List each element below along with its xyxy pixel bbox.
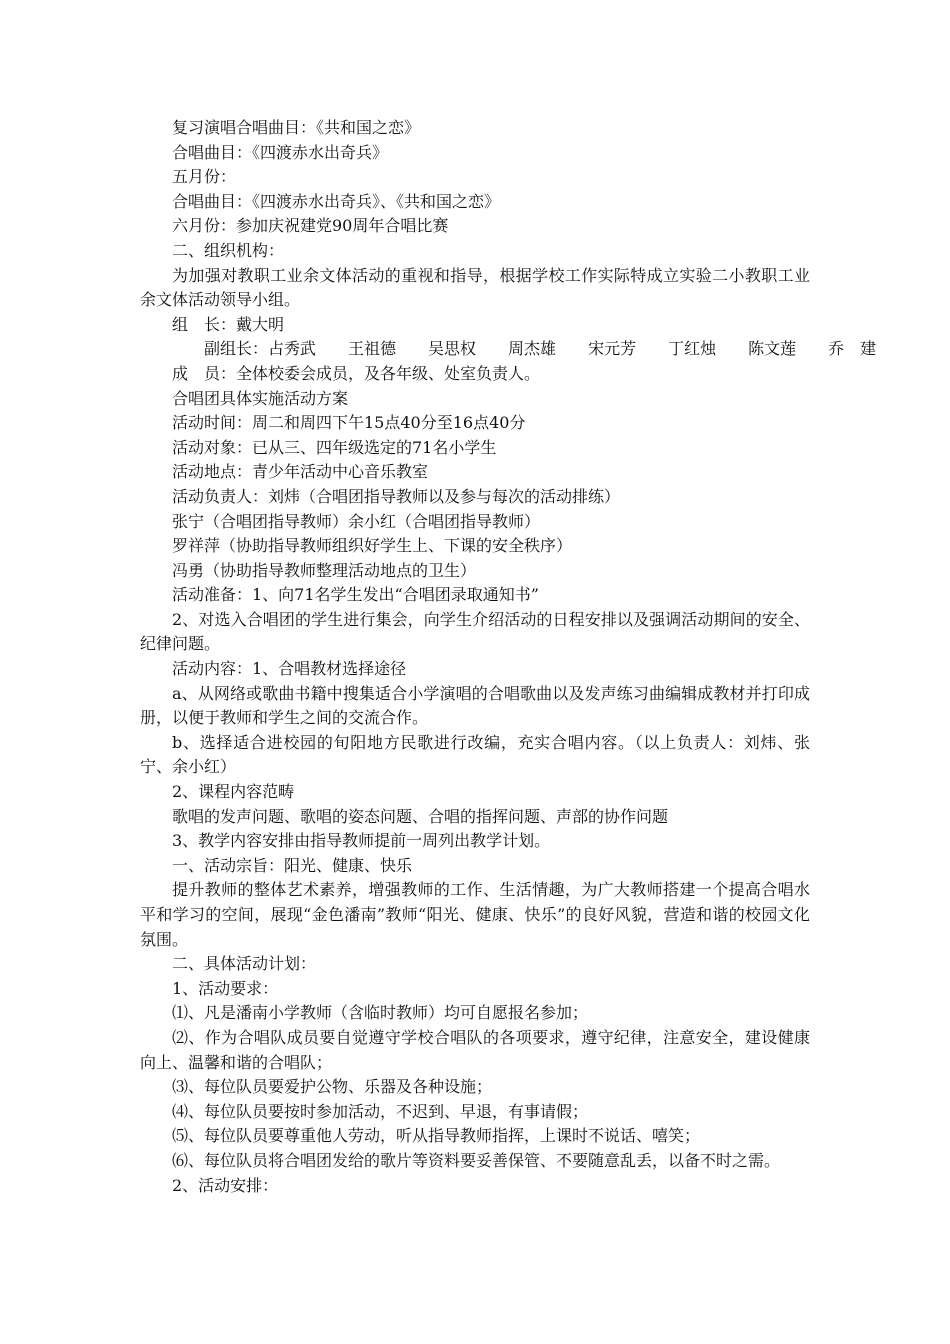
document-body-top xyxy=(140,116,810,337)
paragraph: 3、教学内容安排由指导教师提前一周列出教学计划。 xyxy=(172,831,551,851)
paragraph: 歌唱的发声问题、歌唱的姿态问题、合唱的指挥问题、声部的协作问题 xyxy=(172,806,669,826)
deputy-name: 陈文莲 xyxy=(748,339,797,359)
paragraph: 张宁（合唱团指导教师）余小红（合唱团指导教师） xyxy=(172,511,541,531)
paragraph: 合唱曲目：《四渡赤水出奇兵》 xyxy=(172,142,389,162)
paragraph: a、从网络或歌曲书籍中搜集适合小学演唱的合唱歌曲以及发声练习曲编辑成教材并打印成册，以便于教师和学生之间的交流合作。 xyxy=(140,683,810,728)
paragraph: ⑴、凡是潘南小学教师（含临时教师）均可自愿报名参加； xyxy=(172,1003,589,1023)
deputy-name: 吴思权 xyxy=(428,339,477,359)
paragraph: 提升教师的整体艺术素养，增强教师的工作、生活情趣，为广大教师搭建一个提高合唱水平和学习的空间，展现“金色潘南”教师“阳光、健康、快乐”的良好风貌，营造和谐的校园文化氛围。 xyxy=(140,880,810,949)
paragraph: 六月份：参加庆祝建党90周年合唱比赛 xyxy=(172,216,449,236)
paragraph: ⑶、每位队员要爱护公物、乐器及各种设施； xyxy=(172,1077,493,1097)
paragraph: 成 员：全体校委会成员，及各年级、处室负责人。 xyxy=(172,363,541,383)
paragraph: 2、课程内容范畴 xyxy=(172,782,295,802)
paragraph: 冯勇（协助指导教师整理活动地点的卫生） xyxy=(172,560,477,580)
paragraph: 活动地点：青少年活动中心音乐教室 xyxy=(172,462,429,482)
paragraph: 合唱团具体实施活动方案 xyxy=(172,388,349,408)
paragraph: 罗祥萍（协助指导教师组织好学生上、下课的安全秩序） xyxy=(172,536,573,556)
paragraph: 2、活动安排： xyxy=(172,1175,279,1195)
paragraph: 合唱曲目：《四渡赤水出奇兵》、《共和国之恋》 xyxy=(172,191,501,211)
deputy-name: 王祖德 xyxy=(348,339,397,359)
paragraph: 一、活动宗旨：阳光、健康、快乐 xyxy=(172,855,413,875)
paragraph: 活动负责人：刘炜（合唱团指导教师以及参与每次的活动排练） xyxy=(172,486,621,506)
deputy-name: 丁红烛 xyxy=(668,339,717,359)
deputy-leaders-line xyxy=(140,337,877,362)
paragraph: 2、对选入合唱团的学生进行集会，向学生介绍活动的日程安排以及强调活动期间的安全、纪律问题。 xyxy=(140,609,810,654)
paragraph: 二、组织机构： xyxy=(172,240,285,260)
paragraph: 活动准备：1、向71名学生发出“合唱团录取通知书” xyxy=(172,585,539,605)
paragraph: 1、活动要求： xyxy=(172,978,279,998)
paragraph: 二、具体活动计划： xyxy=(172,954,317,974)
deputy-name: 乔 建 xyxy=(828,339,877,359)
paragraph: 组 长：戴大明 xyxy=(172,314,285,334)
paragraph: 活动时间：周二和周四下午15点40分至16点40分 xyxy=(172,413,526,433)
deputy-name: 宋元芳 xyxy=(588,339,637,359)
deputy-name: 周杰雄 xyxy=(508,339,557,359)
paragraph: b、选择适合进校园的旬阳地方民歌进行改编，充实合唱内容。（以上负责人：刘炜、张宁、余小红） xyxy=(140,732,810,777)
paragraph: ⑹、每位队员将合唱团发给的歌片等资料要妥善保管、不要随意乱丢，以备不时之需。 xyxy=(172,1150,781,1170)
paragraph: 五月份： xyxy=(172,167,237,187)
paragraph: ⑵、作为合唱队成员要自觉遵守学校合唱队的各项要求，遵守纪律，注意安全，建设健康向上、温馨和谐的合唱队； xyxy=(140,1027,810,1072)
paragraph: 为加强对教职工业余文体活动的重视和指导，根据学校工作实际特成立实验二小教职工业余文体活动领导小组。 xyxy=(140,265,810,310)
paragraph: 活动对象：已从三、四年级选定的71名小学生 xyxy=(172,437,497,457)
paragraph: ⑸、每位队员要尊重他人劳动，听从指导教师指挥，上课时不说话、嘻笑； xyxy=(172,1126,701,1146)
paragraph: ⑷、每位队员要按时参加活动，不迟到、早退，有事请假； xyxy=(172,1101,589,1121)
paragraph: 活动内容：1、合唱教材选择途径 xyxy=(172,659,407,679)
deputy-name: 副组长：占秀武 xyxy=(204,339,317,359)
document-body-bottom xyxy=(140,362,810,1198)
paragraph: 复习演唱合唱曲目：《共和国之恋》 xyxy=(172,118,421,137)
